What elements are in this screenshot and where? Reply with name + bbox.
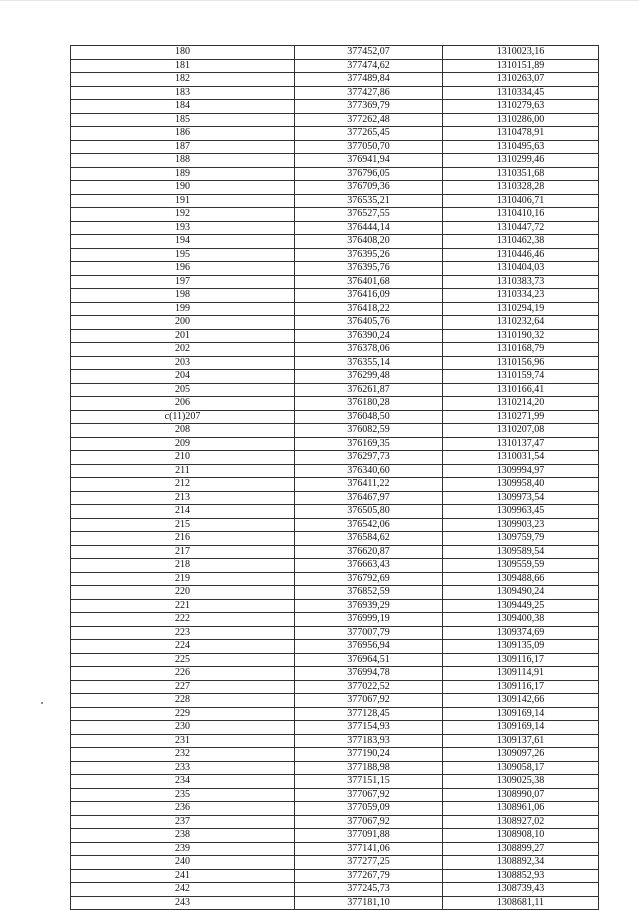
y-coordinate-cell: 1309963,45 [443, 505, 599, 519]
x-coordinate-cell: 377183,93 [295, 734, 443, 748]
point-number-cell: 233 [71, 761, 295, 775]
table-row [71, 761, 599, 775]
y-coordinate-cell: 1310263,07 [443, 73, 599, 87]
point-number-cell: 202 [71, 343, 295, 357]
x-coordinate-cell: 377067,92 [295, 815, 443, 829]
x-coordinate-cell: 377022,52 [295, 680, 443, 694]
y-coordinate-cell: 1310410,16 [443, 208, 599, 222]
point-number-cell: 208 [71, 424, 295, 438]
point-number-cell: 185 [71, 113, 295, 127]
x-coordinate-cell: 376792,69 [295, 572, 443, 586]
table-row [71, 464, 599, 478]
point-number-cell: 192 [71, 208, 295, 222]
x-coordinate-cell: 377059,09 [295, 802, 443, 816]
y-coordinate-cell: 1310207,08 [443, 424, 599, 438]
point-number-cell: 184 [71, 100, 295, 114]
y-coordinate-cell: 1310168,79 [443, 343, 599, 357]
y-coordinate-cell: 1310137,47 [443, 437, 599, 451]
table-row [71, 383, 599, 397]
table-row [71, 343, 599, 357]
point-number-cell: 199 [71, 302, 295, 316]
x-coordinate-cell: 377188,98 [295, 761, 443, 775]
x-coordinate-cell: 376542,06 [295, 518, 443, 532]
point-number-cell: 237 [71, 815, 295, 829]
table-row [71, 721, 599, 735]
x-coordinate-cell: 377262,48 [295, 113, 443, 127]
x-coordinate-cell: 376527,55 [295, 208, 443, 222]
y-coordinate-cell: 1310023,16 [443, 46, 599, 60]
x-coordinate-cell: 377091,88 [295, 829, 443, 843]
table-row [71, 46, 599, 60]
y-coordinate-cell: 1308908,10 [443, 829, 599, 843]
point-number-cell: 217 [71, 545, 295, 559]
x-coordinate-cell: 377190,24 [295, 748, 443, 762]
x-coordinate-cell: 376663,43 [295, 559, 443, 573]
x-coordinate-cell: 376505,80 [295, 505, 443, 519]
y-coordinate-cell: 1309058,17 [443, 761, 599, 775]
y-coordinate-cell: 1310232,64 [443, 316, 599, 330]
table-row [71, 748, 599, 762]
y-coordinate-cell: 1310404,03 [443, 262, 599, 276]
table-row [71, 640, 599, 654]
x-coordinate-cell: 376048,50 [295, 410, 443, 424]
table-row [71, 829, 599, 843]
y-coordinate-cell: 1310299,46 [443, 154, 599, 168]
y-coordinate-cell: 1310478,91 [443, 127, 599, 141]
point-number-cell: 211 [71, 464, 295, 478]
y-coordinate-cell: 1309169,14 [443, 707, 599, 721]
x-coordinate-cell: 376467,97 [295, 491, 443, 505]
x-coordinate-cell: 377050,70 [295, 140, 443, 154]
y-coordinate-cell: 1308899,27 [443, 842, 599, 856]
y-coordinate-cell: 1309759,79 [443, 532, 599, 546]
x-coordinate-cell: 376939,29 [295, 599, 443, 613]
point-number-cell: 219 [71, 572, 295, 586]
point-number-cell: 220 [71, 586, 295, 600]
point-number-cell: 213 [71, 491, 295, 505]
point-number-cell: 228 [71, 694, 295, 708]
y-coordinate-cell: 1310031,54 [443, 451, 599, 465]
point-number-cell: 229 [71, 707, 295, 721]
x-coordinate-cell: 377181,10 [295, 896, 443, 910]
table-row [71, 599, 599, 613]
point-number-cell: 181 [71, 59, 295, 73]
table-row [71, 235, 599, 249]
x-coordinate-cell: 376297,73 [295, 451, 443, 465]
point-number-cell: 224 [71, 640, 295, 654]
y-coordinate-cell: 1310271,99 [443, 410, 599, 424]
y-coordinate-cell: 1309488,66 [443, 572, 599, 586]
y-coordinate-cell: 1310334,45 [443, 86, 599, 100]
x-coordinate-cell: 376999,19 [295, 613, 443, 627]
point-number-cell: 242 [71, 883, 295, 897]
point-number-cell: 230 [71, 721, 295, 735]
point-number-cell: 226 [71, 667, 295, 681]
y-coordinate-cell: 1309097,26 [443, 748, 599, 762]
point-number-cell: 186 [71, 127, 295, 141]
x-coordinate-cell: 377007,79 [295, 626, 443, 640]
coordinates-table-body [71, 46, 599, 910]
point-number-cell: 201 [71, 329, 295, 343]
y-coordinate-cell: 1309449,25 [443, 599, 599, 613]
x-coordinate-cell: 376941,94 [295, 154, 443, 168]
point-number-cell: 239 [71, 842, 295, 856]
table-row [71, 127, 599, 141]
table-row [71, 694, 599, 708]
x-coordinate-cell: 376444,14 [295, 221, 443, 235]
y-coordinate-cell: 1309374,69 [443, 626, 599, 640]
table-row [71, 802, 599, 816]
x-coordinate-cell: 377427,86 [295, 86, 443, 100]
x-coordinate-cell: 376411,22 [295, 478, 443, 492]
table-row [71, 316, 599, 330]
x-coordinate-cell: 376796,05 [295, 167, 443, 181]
point-number-cell: 236 [71, 802, 295, 816]
table-row [71, 788, 599, 802]
point-number-cell: 241 [71, 869, 295, 883]
table-row [71, 518, 599, 532]
table-row [71, 370, 599, 384]
point-number-cell: 190 [71, 181, 295, 195]
y-coordinate-cell: 1310166,41 [443, 383, 599, 397]
point-number-cell: 194 [71, 235, 295, 249]
table-row [71, 626, 599, 640]
y-coordinate-cell: 1309114,91 [443, 667, 599, 681]
table-row [71, 140, 599, 154]
x-coordinate-cell: 376709,36 [295, 181, 443, 195]
table-row [71, 680, 599, 694]
table-row [71, 275, 599, 289]
x-coordinate-cell: 377267,79 [295, 869, 443, 883]
table-row [71, 181, 599, 195]
x-coordinate-cell: 376169,35 [295, 437, 443, 451]
y-coordinate-cell: 1310214,20 [443, 397, 599, 411]
table-row [71, 437, 599, 451]
table-row [71, 532, 599, 546]
table-row [71, 221, 599, 235]
y-coordinate-cell: 1308681,11 [443, 896, 599, 910]
x-coordinate-cell: 376395,26 [295, 248, 443, 262]
y-coordinate-cell: 1310351,68 [443, 167, 599, 181]
y-coordinate-cell: 1309135,09 [443, 640, 599, 654]
y-coordinate-cell: 1310156,96 [443, 356, 599, 370]
point-number-cell: 210 [71, 451, 295, 465]
y-coordinate-cell: 1309142,66 [443, 694, 599, 708]
x-coordinate-cell: 376408,20 [295, 235, 443, 249]
y-coordinate-cell: 1310406,71 [443, 194, 599, 208]
x-coordinate-cell: 377151,15 [295, 775, 443, 789]
x-coordinate-cell: 377452,07 [295, 46, 443, 60]
y-coordinate-cell: 1308739,43 [443, 883, 599, 897]
y-coordinate-cell: 1310383,73 [443, 275, 599, 289]
y-coordinate-cell: 1310279,63 [443, 100, 599, 114]
point-number-cell: 188 [71, 154, 295, 168]
table-row [71, 73, 599, 87]
point-number-cell: 216 [71, 532, 295, 546]
x-coordinate-cell: 376261,87 [295, 383, 443, 397]
y-coordinate-cell: 1309903,23 [443, 518, 599, 532]
x-coordinate-cell: 376994,78 [295, 667, 443, 681]
table-row [71, 842, 599, 856]
y-coordinate-cell: 1308961,06 [443, 802, 599, 816]
y-coordinate-cell: 1309973,54 [443, 491, 599, 505]
x-coordinate-cell: 376395,76 [295, 262, 443, 276]
y-coordinate-cell: 1310286,00 [443, 113, 599, 127]
table-row [71, 113, 599, 127]
x-coordinate-cell: 376340,60 [295, 464, 443, 478]
table-row [71, 613, 599, 627]
point-number-cell: 198 [71, 289, 295, 303]
x-coordinate-cell: 376956,94 [295, 640, 443, 654]
x-coordinate-cell: 377245,73 [295, 883, 443, 897]
point-number-cell: 205 [71, 383, 295, 397]
table-row [71, 410, 599, 424]
table-row [71, 491, 599, 505]
table-row [71, 856, 599, 870]
y-coordinate-cell: 1309400,38 [443, 613, 599, 627]
scan-speck [41, 702, 43, 704]
point-number-cell: 203 [71, 356, 295, 370]
y-coordinate-cell: 1309490,24 [443, 586, 599, 600]
y-coordinate-cell: 1310446,46 [443, 248, 599, 262]
table-row [71, 815, 599, 829]
point-number-cell: 227 [71, 680, 295, 694]
point-number-cell: 187 [71, 140, 295, 154]
table-row [71, 572, 599, 586]
x-coordinate-cell: 376082,59 [295, 424, 443, 438]
point-number-cell: 240 [71, 856, 295, 870]
point-number-cell: 180 [71, 46, 295, 60]
table-row [71, 100, 599, 114]
table-row [71, 545, 599, 559]
x-coordinate-cell: 376390,24 [295, 329, 443, 343]
y-coordinate-cell: 1310151,89 [443, 59, 599, 73]
point-number-cell: 234 [71, 775, 295, 789]
x-coordinate-cell: 376418,22 [295, 302, 443, 316]
x-coordinate-cell: 377277,25 [295, 856, 443, 870]
x-coordinate-cell: 377141,06 [295, 842, 443, 856]
y-coordinate-cell: 1310190,32 [443, 329, 599, 343]
point-number-cell: 221 [71, 599, 295, 613]
table-row [71, 167, 599, 181]
point-number-cell: 204 [71, 370, 295, 384]
point-number-cell: c(11)207 [71, 410, 295, 424]
point-number-cell: 200 [71, 316, 295, 330]
table-row [71, 451, 599, 465]
y-coordinate-cell: 1309025,38 [443, 775, 599, 789]
point-number-cell: 218 [71, 559, 295, 573]
y-coordinate-cell: 1309116,17 [443, 653, 599, 667]
table-row [71, 154, 599, 168]
x-coordinate-cell: 377489,84 [295, 73, 443, 87]
point-number-cell: 206 [71, 397, 295, 411]
y-coordinate-cell: 1310294,19 [443, 302, 599, 316]
y-coordinate-cell: 1308990,07 [443, 788, 599, 802]
point-number-cell: 223 [71, 626, 295, 640]
y-coordinate-cell: 1309958,40 [443, 478, 599, 492]
y-coordinate-cell: 1309994,97 [443, 464, 599, 478]
table-row [71, 194, 599, 208]
x-coordinate-cell: 376535,21 [295, 194, 443, 208]
point-number-cell: 193 [71, 221, 295, 235]
table-row [71, 559, 599, 573]
point-number-cell: 212 [71, 478, 295, 492]
point-number-cell: 222 [71, 613, 295, 627]
table-row [71, 505, 599, 519]
point-number-cell: 238 [71, 829, 295, 843]
y-coordinate-cell: 1308927,02 [443, 815, 599, 829]
point-number-cell: 232 [71, 748, 295, 762]
table-row [71, 248, 599, 262]
x-coordinate-cell: 377067,92 [295, 788, 443, 802]
x-coordinate-cell: 376852,59 [295, 586, 443, 600]
table-row [71, 667, 599, 681]
table-row [71, 424, 599, 438]
x-coordinate-cell: 377265,45 [295, 127, 443, 141]
point-number-cell: 209 [71, 437, 295, 451]
point-number-cell: 231 [71, 734, 295, 748]
x-coordinate-cell: 376180,28 [295, 397, 443, 411]
table-row [71, 734, 599, 748]
table-row [71, 86, 599, 100]
table-row [71, 775, 599, 789]
y-coordinate-cell: 1310447,72 [443, 221, 599, 235]
point-number-cell: 182 [71, 73, 295, 87]
coordinates-table [70, 45, 599, 910]
x-coordinate-cell: 376378,06 [295, 343, 443, 357]
table-row [71, 302, 599, 316]
x-coordinate-cell: 377067,92 [295, 694, 443, 708]
point-number-cell: 191 [71, 194, 295, 208]
x-coordinate-cell: 376299,48 [295, 370, 443, 384]
point-number-cell: 235 [71, 788, 295, 802]
table-row [71, 653, 599, 667]
point-number-cell: 243 [71, 896, 295, 910]
x-coordinate-cell: 376405,76 [295, 316, 443, 330]
x-coordinate-cell: 376416,09 [295, 289, 443, 303]
y-coordinate-cell: 1310495,63 [443, 140, 599, 154]
table-row [71, 289, 599, 303]
y-coordinate-cell: 1310159,74 [443, 370, 599, 384]
x-coordinate-cell: 376964,51 [295, 653, 443, 667]
x-coordinate-cell: 377474,62 [295, 59, 443, 73]
table-row [71, 478, 599, 492]
table-row [71, 262, 599, 276]
x-coordinate-cell: 376620,87 [295, 545, 443, 559]
table-row [71, 397, 599, 411]
point-number-cell: 215 [71, 518, 295, 532]
y-coordinate-cell: 1310334,23 [443, 289, 599, 303]
y-coordinate-cell: 1310328,28 [443, 181, 599, 195]
point-number-cell: 196 [71, 262, 295, 276]
table-row [71, 208, 599, 222]
table-row [71, 883, 599, 897]
point-number-cell: 197 [71, 275, 295, 289]
x-coordinate-cell: 376401,68 [295, 275, 443, 289]
x-coordinate-cell: 377154,93 [295, 721, 443, 735]
y-coordinate-cell: 1310462,38 [443, 235, 599, 249]
y-coordinate-cell: 1309589,54 [443, 545, 599, 559]
table-row [71, 329, 599, 343]
point-number-cell: 189 [71, 167, 295, 181]
y-coordinate-cell: 1308892,34 [443, 856, 599, 870]
y-coordinate-cell: 1308852,93 [443, 869, 599, 883]
table-row [71, 869, 599, 883]
y-coordinate-cell: 1309559,59 [443, 559, 599, 573]
table-row [71, 59, 599, 73]
y-coordinate-cell: 1309137,61 [443, 734, 599, 748]
y-coordinate-cell: 1309116,17 [443, 680, 599, 694]
table-row [71, 896, 599, 910]
point-number-cell: 214 [71, 505, 295, 519]
table-row [71, 707, 599, 721]
point-number-cell: 225 [71, 653, 295, 667]
x-coordinate-cell: 376355,14 [295, 356, 443, 370]
point-number-cell: 183 [71, 86, 295, 100]
table-row [71, 356, 599, 370]
x-coordinate-cell: 376584,62 [295, 532, 443, 546]
point-number-cell: 195 [71, 248, 295, 262]
y-coordinate-cell: 1309169,14 [443, 721, 599, 735]
table-row [71, 586, 599, 600]
x-coordinate-cell: 377128,45 [295, 707, 443, 721]
x-coordinate-cell: 377369,79 [295, 100, 443, 114]
